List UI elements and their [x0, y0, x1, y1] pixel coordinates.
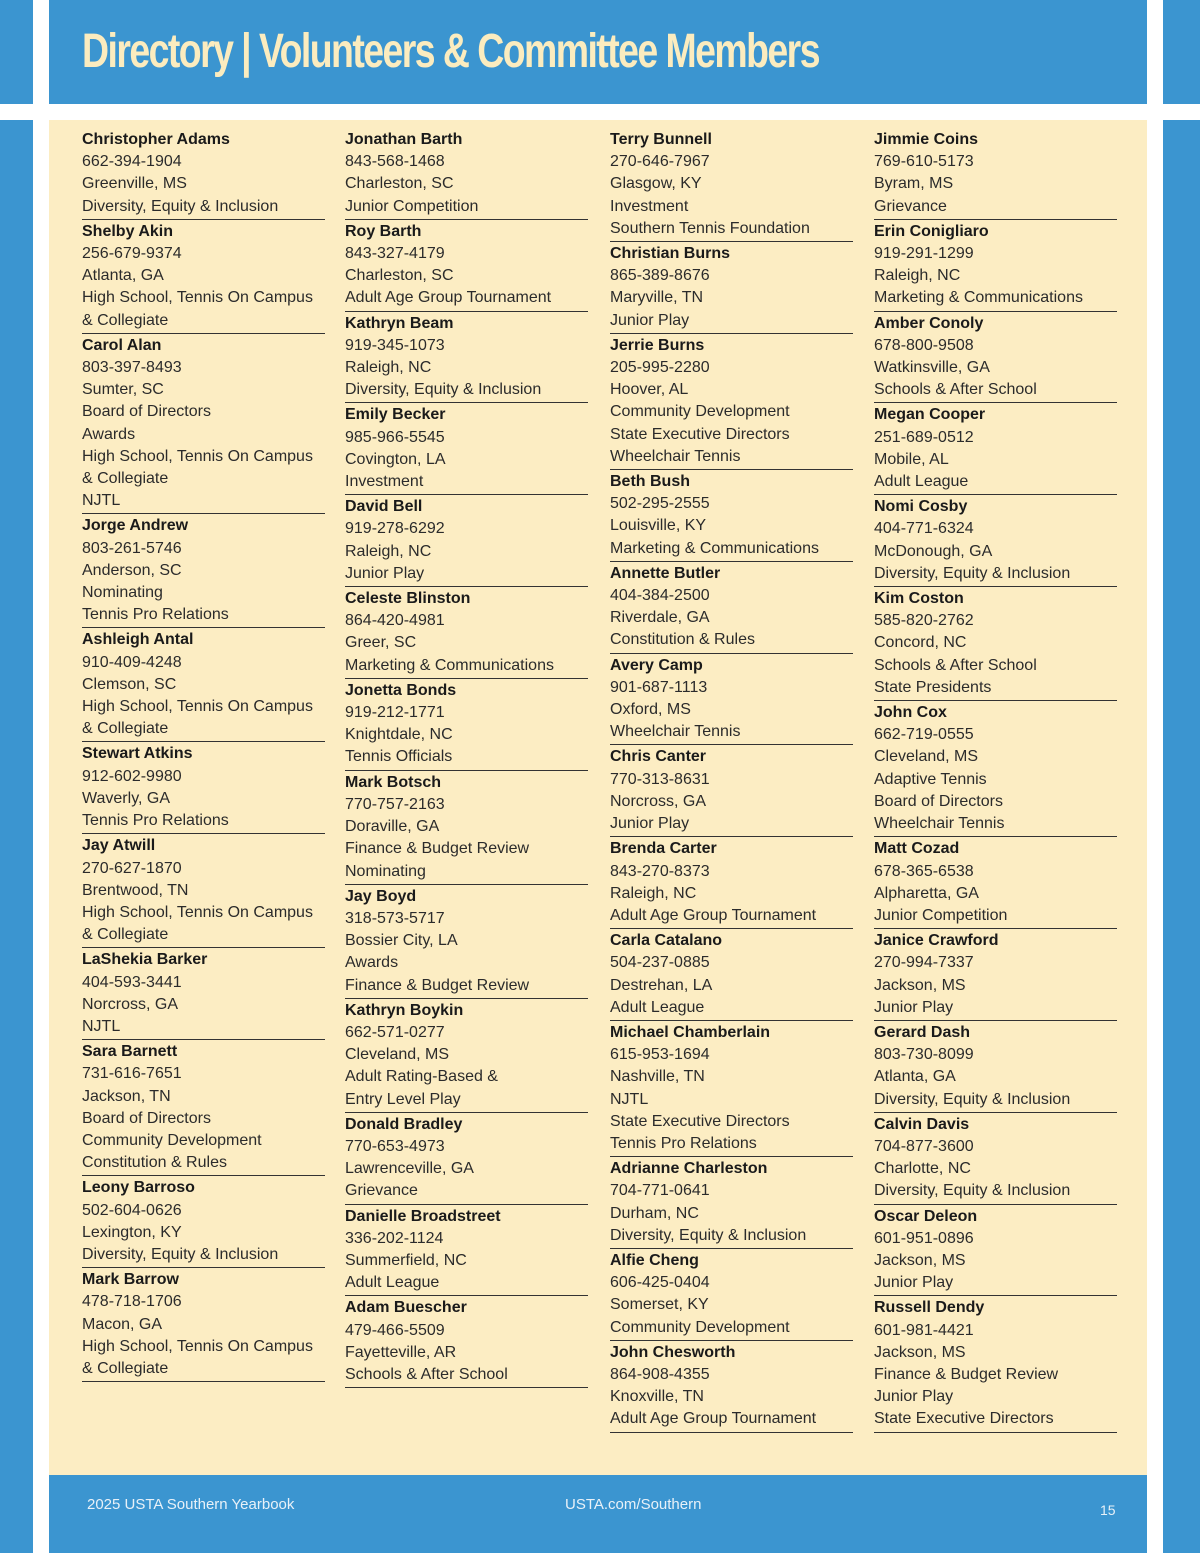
member-location: Durham, NC	[610, 1204, 699, 1222]
member-name: Janice Crawford	[874, 932, 999, 950]
member-committee: Constitution & Rules	[82, 1154, 227, 1172]
directory-entry	[874, 221, 1117, 312]
member-phone: 803-730-8099	[874, 1046, 974, 1064]
member-phone: 270-646-7967	[610, 153, 710, 171]
member-committee: Junior Play	[874, 998, 954, 1016]
member-name: LaShekia Barker	[82, 951, 208, 969]
member-committee: Junior Play	[610, 311, 690, 329]
member-phone: 251-689-0512	[874, 428, 974, 446]
member-location: Concord, NC	[874, 634, 967, 652]
member-committee: Junior Competition	[874, 906, 1008, 924]
member-committee: Wheelchair Tennis	[874, 815, 1005, 833]
directory-panel	[49, 120, 1147, 1475]
member-name: Jay Atwill	[82, 837, 156, 855]
member-name: Donald Bradley	[345, 1115, 463, 1133]
member-committee: Finance & Budget Review	[874, 1365, 1059, 1383]
member-committee: Diversity, Equity & Inclusion	[82, 197, 279, 215]
directory-entry	[345, 313, 588, 404]
member-committee: Junior Play	[874, 1274, 954, 1292]
member-location: Anderson, SC	[82, 561, 182, 579]
member-location: Fayetteville, AR	[345, 1343, 457, 1361]
directory-entry	[345, 588, 588, 679]
member-name: Nomi Cosby	[874, 498, 968, 516]
member-location: Covington, LA	[345, 450, 446, 468]
member-committee: Junior Play	[345, 564, 425, 582]
member-committee: Junior Play	[874, 1388, 954, 1406]
member-name: Christian Burns	[610, 245, 731, 263]
member-phone: 912-602-9980	[82, 767, 182, 785]
member-committee: State Executive Directors	[874, 1410, 1054, 1428]
directory-entry	[345, 404, 588, 495]
directory-entry	[610, 1158, 853, 1249]
member-phone: 606-425-0404	[610, 1274, 710, 1292]
member-phone: 769-610-5173	[874, 153, 974, 171]
member-committee: Junior Play	[610, 815, 690, 833]
directory-entry	[82, 1041, 325, 1176]
member-phone: 404-593-3441	[82, 973, 182, 991]
directory-entry	[82, 129, 325, 220]
member-committee: High School, Tennis On Campus	[82, 1337, 313, 1355]
directory-entry	[610, 335, 853, 470]
member-committee: Board of Directors	[874, 792, 1003, 810]
member-location: Brentwood, TN	[82, 881, 189, 899]
directory-entry	[345, 496, 588, 587]
member-location: Greer, SC	[345, 634, 417, 652]
member-name: Megan Cooper	[874, 406, 986, 424]
member-committee: & Collegiate	[82, 470, 169, 488]
member-name: Oscar Deleon	[874, 1207, 978, 1225]
directory-entry	[874, 1297, 1117, 1432]
member-name: Annette Butler	[610, 564, 721, 582]
directory-entry	[874, 930, 1117, 1021]
member-phone: 678-800-9508	[874, 336, 974, 354]
directory-column-4	[874, 129, 1117, 1434]
member-committee: High School, Tennis On Campus	[82, 698, 313, 716]
directory-entry	[82, 743, 325, 834]
member-location: Watkinsville, GA	[874, 359, 990, 377]
directory-entry	[345, 221, 588, 312]
page-footer	[49, 1475, 1147, 1553]
member-location: Charleston, SC	[345, 267, 454, 285]
member-location: Cleveland, MS	[874, 748, 979, 766]
member-name: Jonathan Barth	[345, 131, 463, 148]
member-name: Christopher Adams	[82, 131, 230, 148]
member-phone: 865-389-8676	[610, 267, 710, 285]
member-location: Sumter, SC	[82, 381, 164, 399]
member-committee: Adult Age Group Tournament	[610, 1410, 817, 1428]
member-name: Adrianne Charleston	[610, 1160, 768, 1178]
member-committee: Southern Tennis Foundation	[610, 219, 810, 237]
member-location: Byram, MS	[874, 175, 954, 193]
member-committee: Diversity, Equity & Inclusion	[874, 1182, 1071, 1200]
directory-entry	[82, 1269, 325, 1382]
member-name: Michael Chamberlain	[610, 1023, 771, 1041]
member-committee: Tennis Pro Relations	[82, 606, 229, 624]
member-phone: 478-718-1706	[82, 1293, 182, 1311]
directory-entry	[874, 702, 1117, 837]
member-name: Kathryn Beam	[345, 314, 454, 332]
member-name: Adam Buescher	[345, 1299, 467, 1317]
member-phone: 910-409-4248	[82, 653, 182, 671]
member-phone: 662-719-0555	[874, 726, 974, 744]
member-committee: & Collegiate	[82, 1359, 169, 1377]
member-location: Norcross, GA	[82, 995, 179, 1013]
member-name: Gerard Dash	[874, 1023, 971, 1041]
directory-entry	[874, 129, 1117, 220]
member-phone: 803-397-8493	[82, 359, 182, 377]
member-committee: Adult Rating-Based &	[345, 1068, 498, 1086]
member-committee: Wheelchair Tennis	[610, 723, 741, 741]
right-accent-bar-bottom	[1163, 120, 1200, 1553]
member-committee: Grievance	[874, 197, 947, 215]
member-location: Macon, GA	[82, 1315, 163, 1333]
member-name: Avery Camp	[610, 656, 703, 674]
member-location: Charlotte, NC	[874, 1160, 971, 1178]
member-committee: Investment	[610, 197, 689, 215]
member-location: Glasgow, KY	[610, 175, 702, 193]
member-phone: 985-966-5545	[345, 428, 445, 446]
member-name: Terry Bunnell	[610, 131, 712, 148]
member-phone: 901-687-1113	[610, 678, 708, 696]
member-name: Erin Conigliaro	[874, 222, 989, 240]
member-location: Norcross, GA	[610, 792, 707, 810]
directory-column-1	[82, 129, 325, 1383]
member-location: Waverly, GA	[82, 789, 171, 807]
member-phone: 270-994-7337	[874, 954, 974, 972]
member-committee: Adult League	[345, 1274, 440, 1292]
member-name: Jerrie Burns	[610, 336, 705, 354]
member-committee: Tennis Pro Relations	[610, 1134, 757, 1152]
member-phone: 803-261-5746	[82, 539, 182, 557]
member-committee: Community Development	[82, 1131, 262, 1149]
directory-entry	[610, 838, 853, 929]
member-committee: Adult League	[610, 998, 705, 1016]
member-committee: Adult Age Group Tournament	[345, 289, 552, 307]
member-location: Knoxville, TN	[610, 1388, 704, 1406]
member-committee: High School, Tennis On Campus	[82, 289, 313, 307]
member-committee: State Presidents	[874, 678, 992, 696]
member-phone: 704-877-3600	[874, 1137, 974, 1155]
member-phone: 770-757-2163	[345, 795, 445, 813]
member-location: Atlanta, GA	[874, 1068, 956, 1086]
member-committee: Awards	[345, 954, 399, 972]
member-name: Matt Cozad	[874, 840, 960, 858]
directory-entry	[610, 1250, 853, 1341]
member-committee: Grievance	[345, 1182, 418, 1200]
directory-entry	[610, 930, 853, 1021]
member-committee: Schools & After School	[874, 656, 1037, 674]
right-accent-bar-top	[1163, 0, 1200, 104]
directory-column-3	[610, 129, 853, 1434]
member-committee: Investment	[345, 473, 424, 491]
member-phone: 704-771-0641	[610, 1182, 710, 1200]
member-committee: Board of Directors	[82, 403, 211, 421]
member-location: Summerfield, NC	[345, 1251, 467, 1269]
member-phone: 919-291-1299	[874, 245, 974, 263]
directory-entry	[874, 404, 1117, 495]
directory-entry	[345, 680, 588, 771]
member-name: John Cox	[874, 704, 947, 722]
member-committee: High School, Tennis On Campus	[82, 903, 313, 921]
member-committee: Awards	[82, 425, 136, 443]
member-location: Hoover, AL	[610, 381, 689, 399]
directory-entry	[345, 129, 588, 220]
directory-entry	[345, 886, 588, 999]
member-location: Charleston, SC	[345, 175, 454, 193]
directory-entry	[610, 471, 853, 562]
page-title: Directory | Volunteers & Committee Members	[82, 25, 819, 78]
member-location: Louisville, KY	[610, 517, 707, 535]
member-phone: 662-571-0277	[345, 1023, 445, 1041]
member-name: Emily Becker	[345, 406, 446, 424]
member-location: Clemson, SC	[82, 675, 177, 693]
member-committee: NJTL	[82, 1017, 121, 1035]
member-location: Lexington, KY	[82, 1223, 182, 1241]
member-name: Kim Coston	[874, 590, 964, 608]
page-header	[49, 0, 1147, 104]
member-location: Oxford, MS	[610, 701, 691, 719]
member-phone: 601-981-4421	[874, 1321, 974, 1339]
page-number: 15	[1100, 1502, 1116, 1518]
directory-entry	[345, 772, 588, 885]
member-committee: Diversity, Equity & Inclusion	[82, 1245, 279, 1263]
member-phone: 585-820-2762	[874, 612, 974, 630]
directory-entry	[82, 1177, 325, 1268]
member-name: Celeste Blinston	[345, 590, 471, 608]
member-location: Lawrenceville, GA	[345, 1160, 474, 1178]
member-name: John Chesworth	[610, 1343, 736, 1361]
directory-entry	[345, 1297, 588, 1388]
member-name: Alfie Cheng	[610, 1251, 699, 1269]
member-name: Danielle Broadstreet	[345, 1207, 501, 1225]
member-location: Jackson, TN	[82, 1087, 171, 1105]
member-phone: 205-995-2280	[610, 359, 710, 377]
member-name: David Bell	[345, 498, 423, 516]
member-location: Jackson, MS	[874, 976, 966, 994]
member-location: Raleigh, NC	[345, 359, 432, 377]
member-committee: High School, Tennis On Campus	[82, 447, 313, 465]
member-name: Carol Alan	[82, 336, 162, 354]
member-name: Kathryn Boykin	[345, 1001, 464, 1019]
directory-entry	[345, 1114, 588, 1205]
member-phone: 919-212-1771	[345, 704, 445, 722]
member-name: Russell Dendy	[874, 1299, 985, 1317]
directory-column-2	[345, 129, 588, 1389]
member-committee: Marketing & Communications	[610, 539, 819, 557]
member-phone: 770-313-8631	[610, 770, 710, 788]
member-name: Sara Barnett	[82, 1043, 178, 1061]
directory-entry	[874, 1206, 1117, 1297]
directory-entry	[874, 1114, 1117, 1205]
directory-entry	[874, 313, 1117, 404]
directory-entry	[610, 1342, 853, 1433]
directory-entry	[82, 835, 325, 948]
member-name: Carla Catalano	[610, 932, 723, 950]
member-committee: Constitution & Rules	[610, 631, 755, 649]
member-phone: 731-616-7651	[82, 1065, 182, 1083]
member-phone: 843-568-1468	[345, 153, 445, 171]
directory-entry	[874, 588, 1117, 701]
directory-entry	[82, 221, 325, 334]
member-committee: Marketing & Communications	[345, 656, 554, 674]
directory-entry	[82, 515, 325, 628]
footer-website: USTA.com/Southern	[565, 1496, 702, 1513]
member-phone: 502-295-2555	[610, 495, 710, 513]
member-name: Jimmie Coins	[874, 131, 979, 148]
member-location: Raleigh, NC	[874, 267, 961, 285]
directory-entry	[874, 1022, 1117, 1113]
directory-entry	[82, 335, 325, 515]
member-phone: 270-627-1870	[82, 859, 182, 877]
member-phone: 843-327-4179	[345, 245, 445, 263]
member-committee: Schools & After School	[874, 381, 1037, 399]
member-location: Alpharetta, GA	[874, 884, 979, 902]
member-name: Shelby Akin	[82, 222, 173, 240]
member-phone: 404-771-6324	[874, 520, 974, 538]
member-name: Beth Bush	[610, 473, 690, 491]
directory-entry	[874, 496, 1117, 587]
member-committee: Schools & After School	[345, 1365, 508, 1383]
member-phone: 256-679-9374	[82, 245, 182, 263]
member-name: Jorge Andrew	[82, 517, 189, 535]
member-phone: 864-420-4981	[345, 612, 445, 630]
directory-entry	[610, 563, 853, 654]
member-committee: & Collegiate	[82, 311, 169, 329]
member-committee: Diversity, Equity & Inclusion	[874, 1090, 1071, 1108]
member-phone: 678-365-6538	[874, 862, 974, 880]
member-phone: 770-653-4973	[345, 1137, 445, 1155]
directory-entry	[610, 655, 853, 746]
footer-publication: 2025 USTA Southern Yearbook	[87, 1496, 295, 1513]
member-location: McDonough, GA	[874, 542, 993, 560]
member-phone: 919-345-1073	[345, 336, 445, 354]
member-committee: Junior Competition	[345, 197, 479, 215]
member-location: Bossier City, LA	[345, 932, 458, 950]
member-location: Jackson, MS	[874, 1343, 966, 1361]
member-committee: Wheelchair Tennis	[610, 447, 741, 465]
member-location: Cleveland, MS	[345, 1046, 450, 1064]
member-location: Knightdale, NC	[345, 726, 453, 744]
member-committee: & Collegiate	[82, 720, 169, 738]
member-committee: Nominating	[345, 862, 426, 880]
member-name: Amber Conoly	[874, 314, 984, 332]
directory-entry	[610, 243, 853, 334]
member-committee: & Collegiate	[82, 926, 169, 944]
member-phone: 504-237-0885	[610, 954, 710, 972]
member-committee: Entry Level Play	[345, 1090, 461, 1108]
member-name: Calvin Davis	[874, 1115, 970, 1133]
member-phone: 479-466-5509	[345, 1321, 445, 1339]
member-name: Leony Barroso	[82, 1179, 195, 1197]
member-committee: Adaptive Tennis	[874, 770, 987, 788]
member-committee: Marketing & Communications	[874, 289, 1083, 307]
member-location: Raleigh, NC	[610, 884, 697, 902]
member-committee: Finance & Budget Review	[345, 840, 530, 858]
directory-entry	[874, 838, 1117, 929]
member-committee: Adult Age Group Tournament	[610, 906, 817, 924]
directory-entry	[610, 129, 853, 242]
member-committee: Tennis Pro Relations	[82, 812, 229, 830]
member-committee: Diversity, Equity & Inclusion	[345, 381, 542, 399]
member-committee: Board of Directors	[82, 1109, 211, 1127]
member-location: Atlanta, GA	[82, 267, 164, 285]
member-location: Riverdale, GA	[610, 609, 710, 627]
directory-entry	[345, 1000, 588, 1113]
left-accent-bar-top	[0, 0, 33, 104]
member-phone: 404-384-2500	[610, 587, 710, 605]
member-location: Jackson, MS	[874, 1251, 966, 1269]
member-name: Mark Botsch	[345, 773, 442, 791]
member-phone: 615-953-1694	[610, 1046, 710, 1064]
directory-entry	[82, 629, 325, 742]
member-location: Mobile, AL	[874, 450, 949, 468]
member-name: Stewart Atkins	[82, 745, 193, 763]
member-committee: Nominating	[82, 584, 163, 602]
member-committee: Adult League	[874, 473, 969, 491]
member-location: Somerset, KY	[610, 1296, 709, 1314]
member-committee: Finance & Budget Review	[345, 976, 530, 994]
member-phone: 919-278-6292	[345, 520, 445, 538]
member-committee: Diversity, Equity & Inclusion	[610, 1226, 807, 1244]
member-location: Maryville, TN	[610, 289, 704, 307]
member-name: Ashleigh Antal	[82, 631, 194, 649]
directory-entry	[610, 1022, 853, 1157]
member-phone: 864-908-4355	[610, 1365, 710, 1383]
member-committee: Community Development	[610, 1318, 790, 1336]
directory-entry	[345, 1206, 588, 1297]
member-committee: NJTL	[610, 1090, 649, 1108]
member-committee: Tennis Officials	[345, 748, 453, 766]
member-phone: 662-394-1904	[82, 153, 182, 171]
directory-entry	[610, 746, 853, 837]
member-location: Destrehan, LA	[610, 976, 713, 994]
member-name: Brenda Carter	[610, 840, 717, 858]
member-committee: State Executive Directors	[610, 1112, 790, 1130]
member-name: Mark Barrow	[82, 1271, 179, 1289]
member-name: Jay Boyd	[345, 887, 417, 905]
member-phone: 336-202-1124	[345, 1229, 444, 1247]
member-committee: NJTL	[82, 492, 121, 510]
member-phone: 502-604-0626	[82, 1201, 182, 1219]
member-location: Raleigh, NC	[345, 542, 432, 560]
member-committee: Diversity, Equity & Inclusion	[874, 564, 1071, 582]
member-name: Jonetta Bonds	[345, 681, 457, 699]
member-location: Nashville, TN	[610, 1068, 705, 1086]
member-name: Chris Canter	[610, 748, 707, 766]
directory-entry	[82, 949, 325, 1040]
member-name: Roy Barth	[345, 222, 422, 240]
member-location: Doraville, GA	[345, 818, 440, 836]
member-committee: State Executive Directors	[610, 425, 790, 443]
member-committee: Community Development	[610, 403, 790, 421]
member-phone: 843-270-8373	[610, 862, 710, 880]
member-phone: 318-573-5717	[345, 909, 445, 927]
left-accent-bar-bottom	[0, 120, 33, 1553]
member-location: Greenville, MS	[82, 175, 187, 193]
member-phone: 601-951-0896	[874, 1229, 974, 1247]
